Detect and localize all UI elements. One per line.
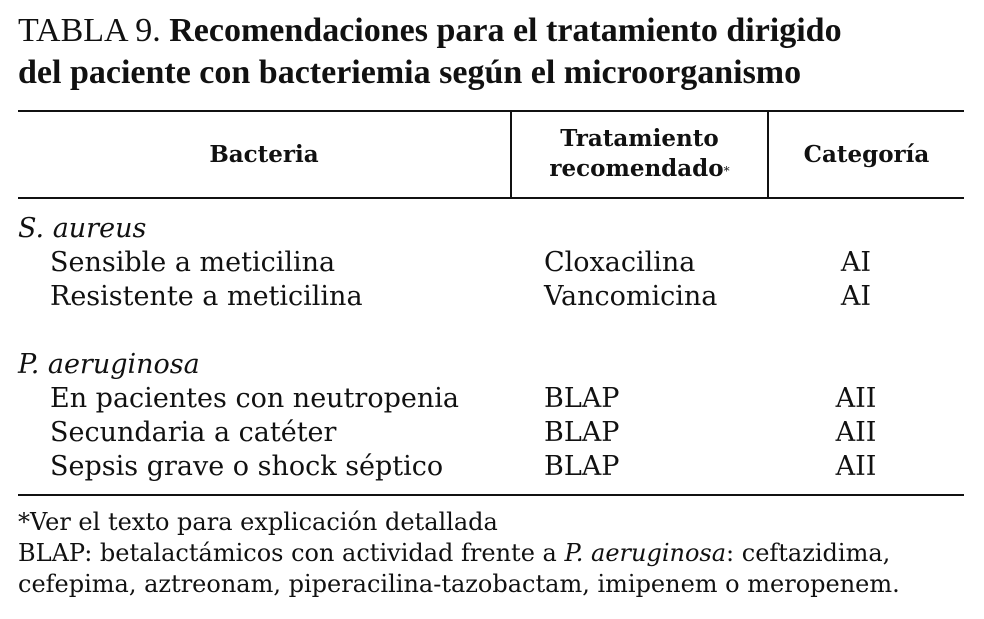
row-bacteria: Secundaria a catéter: [50, 417, 337, 448]
row-treatment: BLAP: [544, 417, 620, 448]
row-treatment: BLAP: [544, 383, 620, 414]
table-title: [18, 10, 968, 94]
row-bacteria: Sensible a meticilina: [50, 247, 336, 278]
row-treatment: Cloxacilina: [544, 247, 696, 278]
column-header-bacteria: Bacteria: [209, 141, 319, 168]
column-header-treatment-line1: Tratamiento: [560, 125, 719, 152]
header-top-rule: [18, 110, 964, 112]
row-category: AII: [835, 383, 877, 414]
table-bottom-rule: [18, 494, 964, 496]
row-category: AII: [835, 451, 877, 482]
row-treatment: BLAP: [544, 451, 620, 482]
row-bacteria: Resistente a meticilina: [50, 281, 363, 312]
table-title-line1: Recomendaciones para el tratamiento dirigido: [169, 12, 842, 49]
row-bacteria: Sepsis grave o shock séptico: [50, 451, 444, 482]
row-category: AI: [840, 247, 872, 278]
footnote-blap-list: cefepima, aztreonam, piperacilina-tazobactam, imipenem o meropenem.: [18, 570, 900, 598]
row-category: AII: [835, 417, 877, 448]
table-title-line2: del paciente con bacteriemia según el microorganismo: [18, 54, 802, 91]
group-name: S. aureus: [18, 213, 147, 244]
footnote-blap-suffix: : ceftazidima,: [726, 539, 891, 567]
row-bacteria: En pacientes con neutropenia: [50, 383, 459, 414]
column-header-treatment: [512, 124, 767, 184]
header-bottom-rule: [18, 197, 964, 199]
table-number: TABLA 9.: [18, 12, 161, 49]
footnote-asterisk: *Ver el texto para explicación detallada: [18, 508, 498, 536]
group-name: P. aeruginosa: [18, 349, 200, 380]
column-header-category: Categoría: [803, 141, 930, 168]
footnote-marker: *: [723, 164, 730, 178]
column-header-treatment-line2: recomendado: [549, 155, 724, 182]
row-treatment: Vancomicina: [544, 281, 718, 312]
footnote-blap: [18, 539, 890, 568]
footnote-blap-prefix: BLAP: betalactámicos con actividad frente a: [18, 539, 565, 567]
row-category: AI: [840, 281, 872, 312]
footnote-blap-organism: P. aeruginosa: [564, 539, 727, 567]
